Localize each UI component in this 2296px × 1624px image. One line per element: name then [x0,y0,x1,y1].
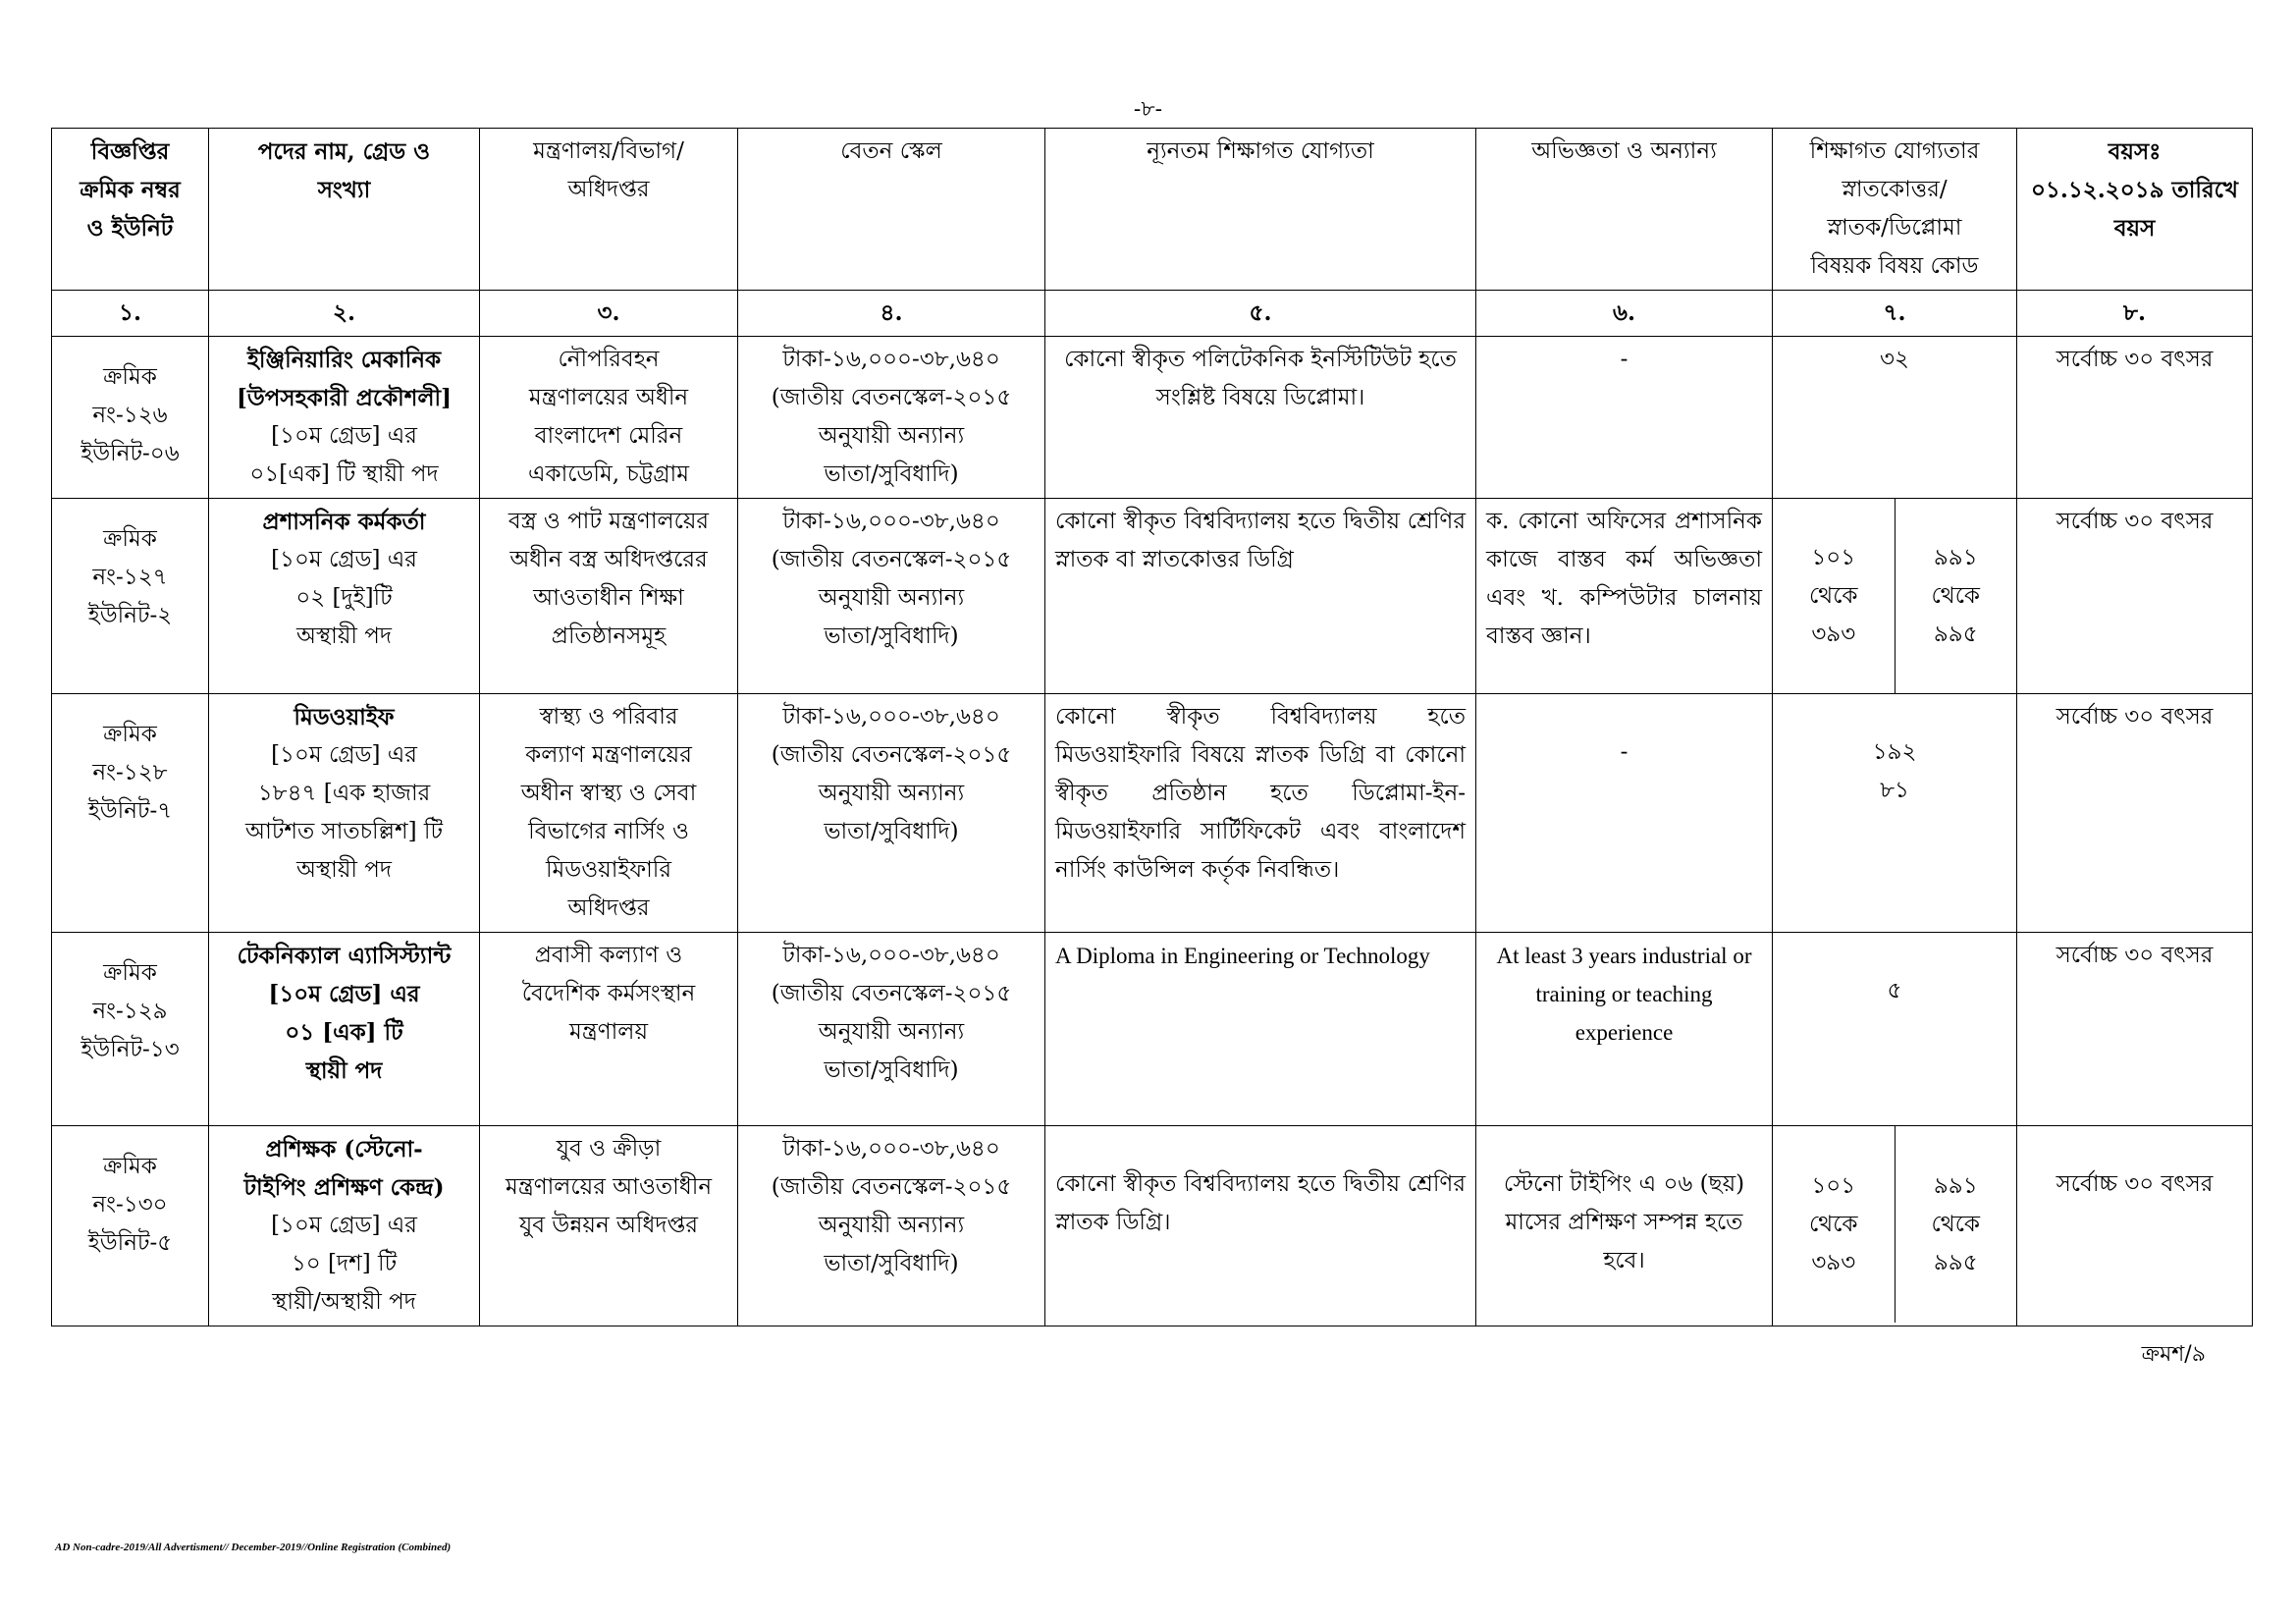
subject-code-range-bachelor: ১০১ থেকে ৩৯৩ [1773,1126,1896,1323]
age-cell: সর্বোচ্চ ৩০ বৎসর [2017,499,2253,694]
post-cell: প্রশাসনিক কর্মকর্তা [১০ম গ্রেড] এর ০২ [দুই]টি অস্থায়ী পদ [209,499,480,694]
ministry-cell: বস্ত্র ও পাট মন্ত্রণালয়ের অধীন বস্ত্র অধিদপ্তরের আওতাধীন শিক্ষা প্রতিষ্ঠানসমূহ [480,499,738,694]
header-education: ন্যূনতম শিক্ষাগত যোগ্যতা [1045,129,1476,291]
column-number: ৫. [1045,291,1476,337]
page-number: -৮- [1133,97,1163,122]
subject-code-cell: ৫ [1773,933,2017,1126]
serial-cell: ক্রমিক নং-১৩০ ইউনিট-৫ [52,1126,209,1326]
serial-cell: ক্রমিক নং-১২৮ ইউনিট-৭ [52,694,209,933]
column-number: ৪. [738,291,1045,337]
post-cell: ইঞ্জিনিয়ারিং মেকানিক [উপসহকারী প্রকৌশলী] [১০ম গ্রেড] এর ০১[এক] টি স্থায়ী পদ [209,337,480,499]
header-ministry: মন্ত্রণালয়/বিভাগ/ অধিদপ্তর [480,129,738,291]
subject-code-range-other: ৯৯১ থেকে ৯৯৫ [1931,1172,1981,1275]
column-number-row [52,291,2253,337]
serial-cell: ক্রমিক নং-১২৯ ইউনিট-১৩ [52,933,209,1126]
ministry-cell: যুব ও ক্রীড়া মন্ত্রণালয়ের আওতাধীন যুব উন্নয়ন অধিদপ্তর [480,1126,738,1326]
age-cell: সর্বোচ্চ ৩০ বৎসর [2017,933,2253,1126]
column-number: ২. [209,291,480,337]
column-number: ৮. [2017,291,2253,337]
experience-cell: ক. কোনো অফিসের প্রশাসনিক কাজে বাস্তব কর্ম অভিজ্ঞতা এবং খ. কম্পিউটার চালনায় বাস্তব জ্ঞান। [1476,499,1773,694]
serial-cell: ক্রমিক নং-১২৬ ইউনিট-০৬ [52,337,209,499]
education-cell: কোনো স্বীকৃত বিশ্ববিদ্যালয় হতে দ্বিতীয় শ্রেণির স্নাতক ডিগ্রি। [1045,1126,1476,1326]
header-pay-scale: বেতন স্কেল [738,129,1045,291]
table-row [52,694,2253,933]
age-cell: সর্বোচ্চ ৩০ বৎসর [2017,694,2253,933]
header-experience: অভিজ্ঞতা ও অন্যান্য [1476,129,1773,291]
recruitment-table [51,128,2253,1326]
table-row [52,933,2253,1126]
header-serial: বিজ্ঞপ্তির ক্রমিক নম্বর ও ইউনিট [52,129,209,291]
pay-scale-cell: টাকা-১৬,০০০-৩৮,৬৪০ (জাতীয় বেতনস্কেল-২০১৫ অনুযায়ী অন্যান্য ভাতা/সুবিধাদি) [738,337,1045,499]
age-cell: সর্বোচ্চ ৩০ বৎসর [2017,337,2253,499]
header-subject-code: শিক্ষাগত যোগ্যতার স্নাতকোত্তর/ স্নাতক/ডিপ্লোমা বিষয়ক বিষয় কোড [1773,129,2017,291]
pay-scale-cell: টাকা-১৬,০০০-৩৮,৬৪০ (জাতীয় বেতনস্কেল-২০১৫ অনুযায়ী অন্যান্য ভাতা/সুবিধাদি) [738,1126,1045,1326]
post-cell: টেকনিক্যাল এ্যাসিস্ট্যান্ট [১০ম গ্রেড] এর ০১ [এক] টি স্থায়ী পদ [209,933,480,1126]
header-age: বয়সঃ ০১.১২.২০১৯ তারিখে বয়স [2017,129,2253,291]
table-row [52,1126,2253,1326]
post-cell: মিডওয়াইফ [১০ম গ্রেড] এর ১৮৪৭ [এক হাজার আটশত সাতচল্লিশ] টি অস্থায়ী পদ [209,694,480,933]
subject-code-cell: ১৯২ ৮১ [1773,694,2017,933]
subject-code-cell: ৩২ [1773,337,2017,499]
column-number: ৬. [1476,291,1773,337]
age-cell: সর্বোচ্চ ৩০ বৎসর [2017,1126,2253,1326]
education-cell: কোনো স্বীকৃত বিশ্ববিদ্যালয় হতে দ্বিতীয় শ্রেণির স্নাতক বা স্নাতকোত্তর ডিগ্রি [1045,499,1476,694]
header-row [52,129,2253,291]
experience-cell: স্টেনো টাইপিং এ ০৬ (ছয়) মাসের প্রশিক্ষণ সম্পন্ন হতে হবে। [1476,1126,1773,1326]
ministry-cell: স্বাস্থ্য ও পরিবার কল্যাণ মন্ত্রণালয়ের অধীন স্বাস্থ্য ও সেবা বিভাগের নার্সিং ও মিডওয়াইফারি অধিদপ্তর [480,694,738,933]
ministry-cell: প্রবাসী কল্যাণ ও বৈদেশিক কর্মসংস্থান মন্ত্রণালয় [480,933,738,1126]
column-number: ৩. [480,291,738,337]
education-cell: কোনো স্বীকৃত পলিটেকনিক ইনস্টিটিউট হতে সংশ্লিষ্ট বিষয়ে ডিপ্লোমা। [1045,337,1476,499]
experience-cell: - [1476,694,1773,933]
footer-note: AD Non-cadre-2019/All Advertisment// December-2019//Online Registration (Combined) [55,1542,452,1553]
subject-code-range-bachelor: ১০১ থেকে ৩৯৩ [1773,499,1896,693]
header-post: পদের নাম, গ্রেড ও সংখ্যা [209,129,480,291]
experience-cell: - [1476,337,1773,499]
table-row [52,337,2253,499]
experience-cell: At least 3 years industrial or training or teaching experience [1476,933,1773,1126]
column-number: ৭. [1773,291,2017,337]
subject-code-cell [1773,499,2017,694]
pay-scale-cell: টাকা-১৬,০০০-৩৮,৬৪০ (জাতীয় বেতনস্কেল-২০১৫ অনুযায়ী অন্যান্য ভাতা/সুবিধাদি) [738,499,1045,694]
serial-cell: ক্রমিক নং-১২৭ ইউনিট-২ [52,499,209,694]
education-cell: A Diploma in Engineering or Technology [1045,933,1476,1126]
pay-scale-cell: টাকা-১৬,০০০-৩৮,৬৪০ (জাতীয় বেতনস্কেল-২০১৫ অনুযায়ী অন্যান্য ভাতা/সুবিধাদি) [738,933,1045,1126]
table-row [52,499,2253,694]
education-cell: কোনো স্বীকৃত বিশ্ববিদ্যালয় হতে মিডওয়াইফারি বিষয়ে স্নাতক ডিগ্রি বা কোনো স্বীকৃত প্রতিষ্ঠান হতে ডিপ্লোমা-ইন-মিডওয়াইফারি সার্টিফিকেট এবং বাংলাদেশ নার্সিং কাউন্সিল কর্তৃক নিবন্ধিত। [1045,694,1476,933]
continued-label: ক্রমশ/৯ [2141,1342,2206,1367]
post-cell: প্রশিক্ষক (স্টেনো- টাইপিং প্রশিক্ষণ কেন্দ্র) [১০ম গ্রেড] এর ১০ [দশ] টি স্থায়ী/অস্থায়ী পদ [209,1126,480,1326]
ministry-cell: নৌপরিবহন মন্ত্রণালয়ের অধীন বাংলাদেশ মেরিন একাডেমি, চট্টগ্রাম [480,337,738,499]
subject-code-cell [1773,1126,2017,1326]
pay-scale-cell: টাকা-১৬,০০০-৩৮,৬৪০ (জাতীয় বেতনস্কেল-২০১৫ অনুযায়ী অন্যান্য ভাতা/সুবিধাদি) [738,694,1045,933]
subject-code-range-other: ৯৯১ থেকে ৯৯৫ [1931,544,1981,647]
column-number: ১. [52,291,209,337]
